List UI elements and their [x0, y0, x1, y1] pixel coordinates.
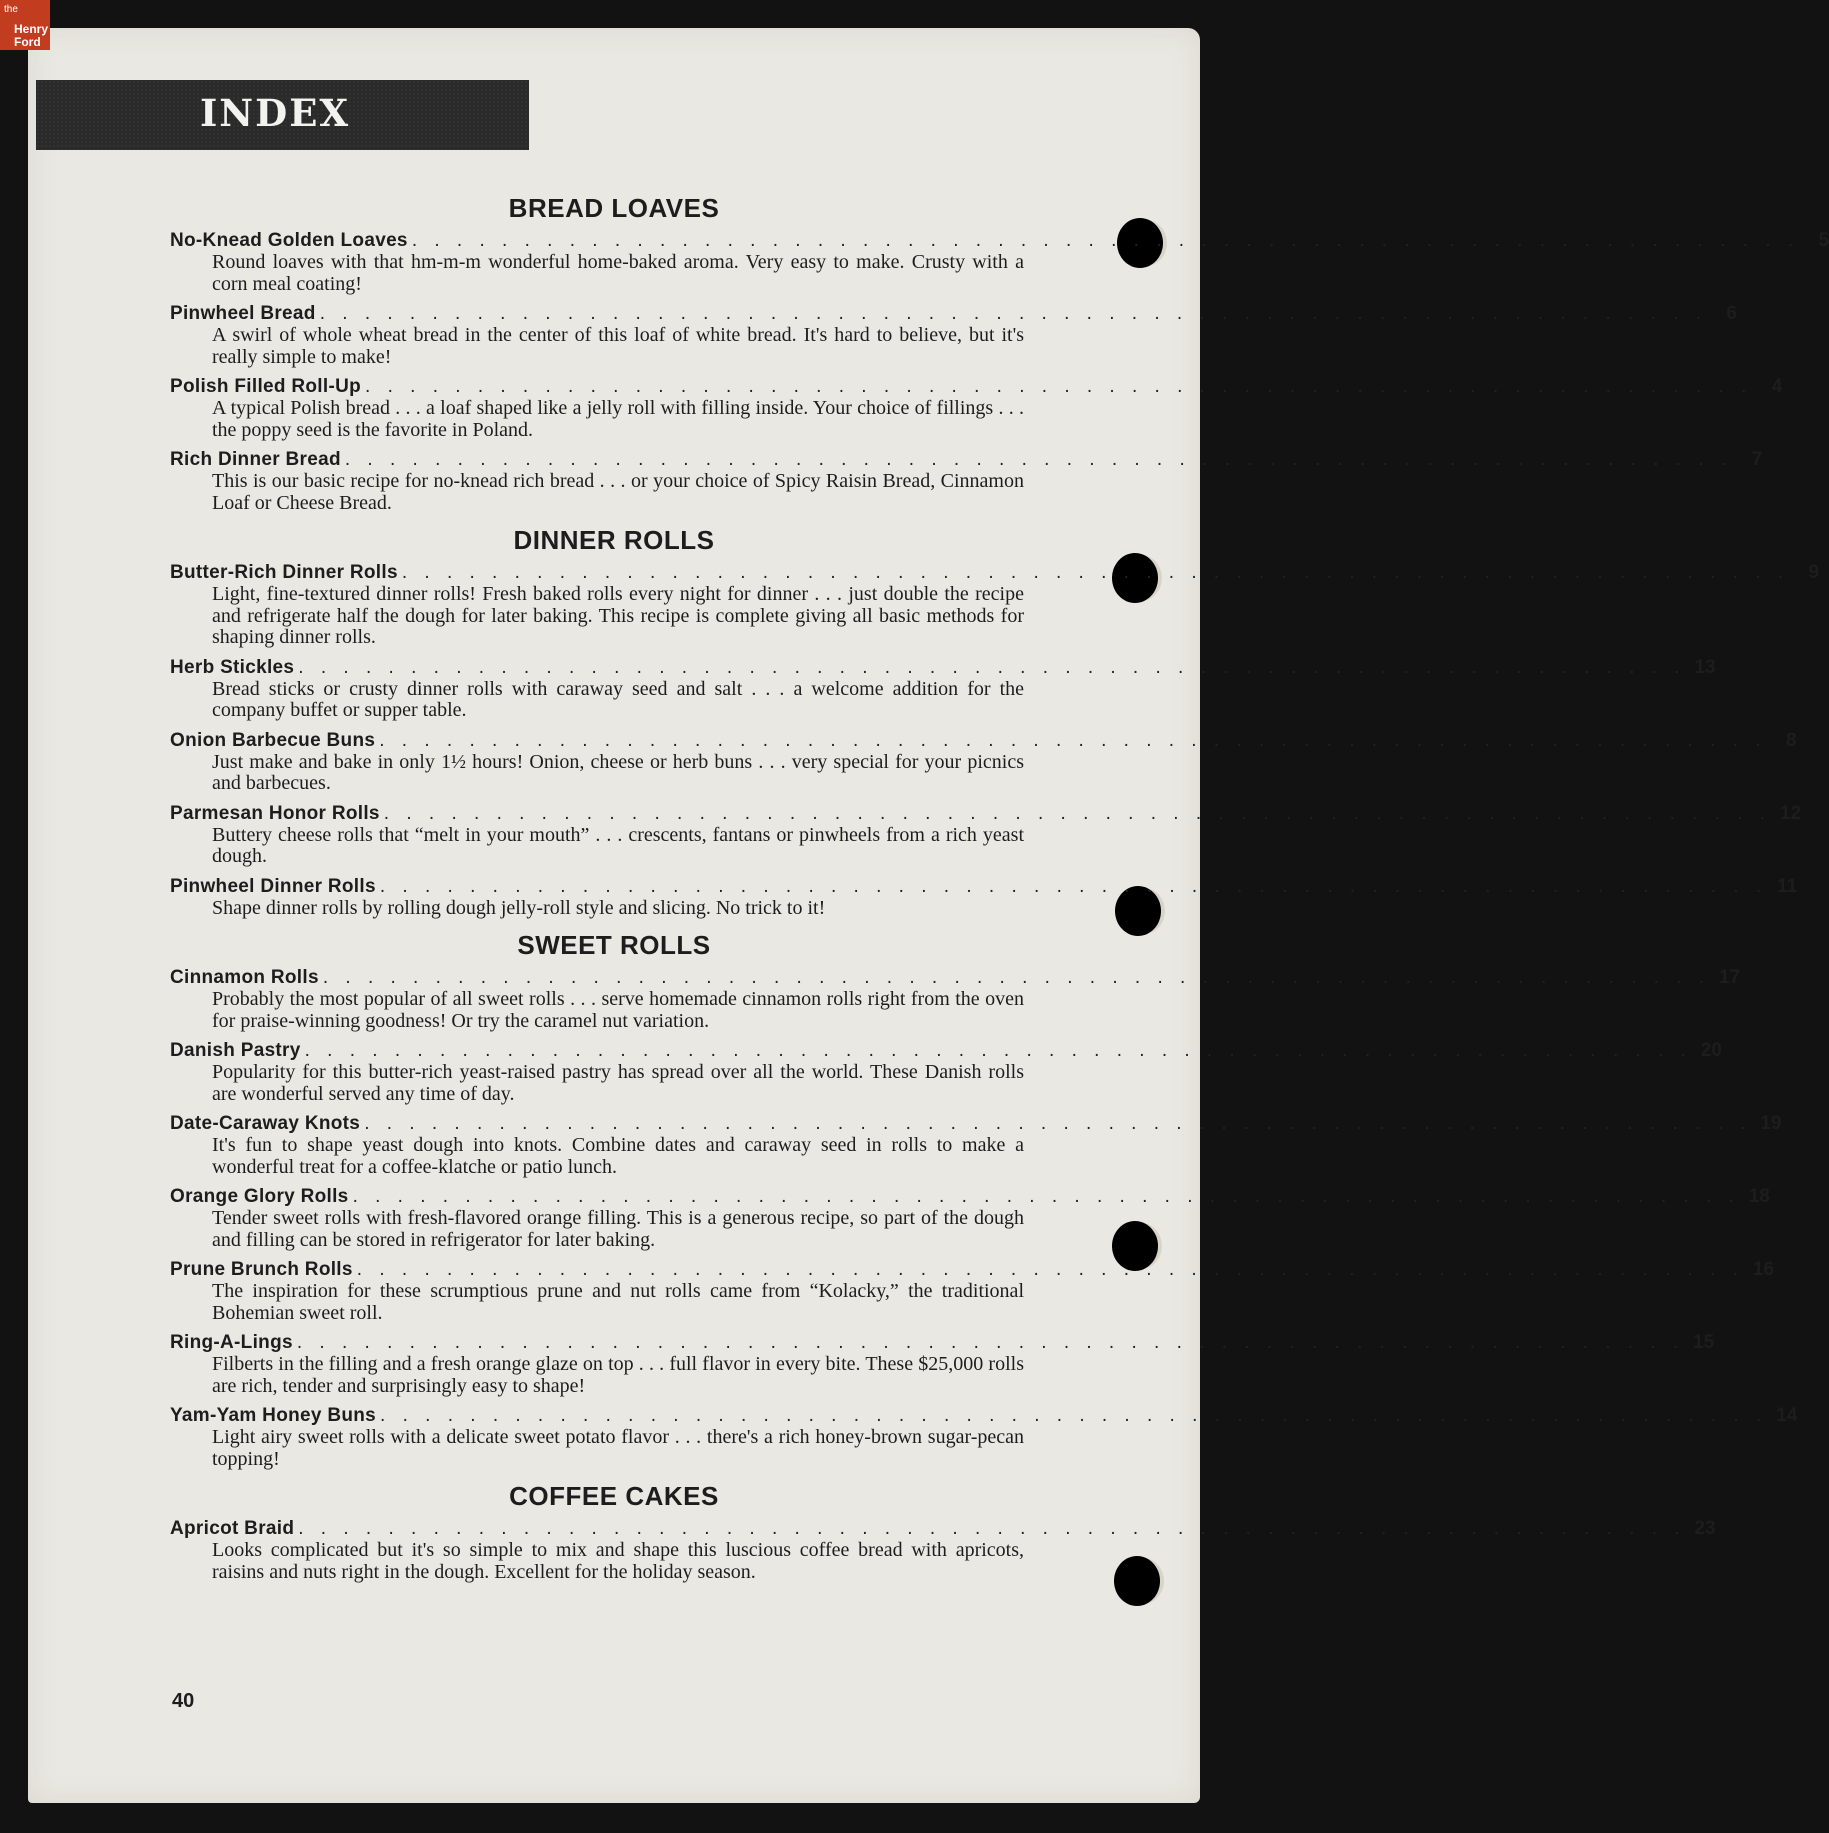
entry-page-number: 12 [1779, 802, 1802, 824]
entry-page-number: 6 [1726, 303, 1737, 324]
index-entry [170, 1259, 1775, 1324]
entry-name[interactable]: Polish Filled Roll-Up [170, 376, 362, 397]
entry-description: Light, fine-textured dinner rolls! Fresh baked rolls every night for dinner . . . just double the recipe and refrigerate half the dough for later baking. This recipe is complete giving all basic methods for shaping dinner rolls. [212, 583, 1024, 648]
logo-line-ford: Ford [14, 35, 41, 49]
entry-page-number: 20 [1700, 1040, 1722, 1061]
entry-description: The inspiration for these scrumptious prune and nut rolls came from “Kolacky,” the traditional Bohemian sweet roll. [212, 1280, 1024, 1324]
entry-name[interactable]: Yam-Yam Honey Buns [170, 1405, 377, 1426]
entry-description: A swirl of whole wheat bread in the center of this loaf of white bread. It's hard to believe, but it's really simple to make! [212, 324, 1024, 368]
index-entry [170, 729, 1797, 795]
index-entry [170, 1405, 1798, 1470]
entry-name[interactable]: Cinnamon Rolls [170, 967, 319, 988]
entry-name[interactable]: Rich Dinner Bread [170, 449, 341, 470]
index-title: INDEX [200, 91, 351, 135]
entry-description: Round loaves with that hm-m-m wonderful home-baked aroma. Very easy to make. Crusty with a corn meal coating! [212, 251, 1024, 295]
dot-leader: . . . . . . . . . . . . . . . . . . . . . . . . . . . . . . . . . . . . . . . . . . . . . . . . . . . . . . . . . . . . . . [401, 562, 1790, 583]
dot-leader: . . . . . . . . . . . . . . . . . . . . . . . . . . . . . . . . . . . . . . . . . . . . . . . . . . . . . . . . . . . . . . [379, 875, 1768, 897]
entry-page-number: 15 [1693, 1332, 1715, 1353]
index-entry [170, 875, 1798, 920]
section-dinner-rolls [170, 524, 1820, 919]
dot-leader: . . . . . . . . . . . . . . . . . . . . . . . . . . . . . . . . . . . . . . . . . . . . . . . . . . . . . . . . . . . . . . [380, 1405, 1768, 1426]
entry-page-number: 9 [1808, 562, 1820, 583]
dot-leader: . . . . . . . . . . . . . . . . . . . . . . . . . . . . . . . . . . . . . . . . . . . . . . . . . . . . . . . . . . . . . . [356, 1259, 1745, 1280]
entry-page-number: 4 [1771, 376, 1783, 397]
dot-leader: . . . . . . . . . . . . . . . . . . . . . . . . . . . . . . . . . . . . . . . . . . . . . . . . . . . . . . . . . . . . . . [344, 449, 1733, 470]
section-title: DINNER ROLLS [513, 525, 715, 555]
entry-description: A typical Polish bread . . . a loaf shaped like a jelly roll with filling inside. Your choice of fillings . . . the poppy seed is the favorite in Poland. [212, 397, 1024, 441]
dot-leader: . . . . . . . . . . . . . . . . . . . . . . . . . . . . . . . . . . . . . . . . . . . . . . . . . . . . . . . . . . . . . . [379, 729, 1767, 751]
section-sweet-rolls [170, 929, 1798, 1470]
entry-page-number: 5 [1818, 230, 1829, 251]
entry-description: Filberts in the filling and a fresh orange glaze on top . . . full flavor in every bite. These $25,000 rolls are rich, tender and surprisingly easy to shape! [212, 1353, 1024, 1397]
entry-page-number: 18 [1748, 1186, 1770, 1207]
index-list [170, 192, 1829, 1593]
entry-description: Tender sweet rolls with fresh-flavored orange filling. This is a generous recipe, so part of the dough and filling can be stored in refrigerator for later baking. [212, 1207, 1024, 1251]
entry-description: Just make and bake in only 1½ hours! Onion, cheese or herb buns . . . very special for your picnics and barbecues. [212, 750, 1024, 794]
dot-leader: . . . . . . . . . . . . . . . . . . . . . . . . . . . . . . . . . . . . . . . . . . . . . . . . . . . . . . . . . . . . . . [304, 1040, 1692, 1061]
entry-name[interactable]: Pinwheel Dinner Rolls [170, 875, 376, 897]
dot-leader: . . . . . . . . . . . . . . . . . . . . . . . . . . . . . . . . . . . . . . . . . . . . . . . . . . . . . . . . . . . . . . [298, 656, 1686, 678]
index-entry [170, 1040, 1722, 1105]
dot-leader: . . . . . . . . . . . . . . . . . . . . . . . . . . . . . . . . . . . . . . . . . . . . . . . . . . . . . . . . . . . . . . [383, 802, 1772, 824]
entry-name[interactable]: Onion Barbecue Buns [170, 729, 376, 751]
section-title: BREAD LOAVES [508, 193, 720, 223]
henry-ford-logo [0, 0, 50, 50]
entry-description: It's fun to shape yeast dough into knots. Combine dates and caraway seed in rolls to make a wonderful treat for a coffee-klatche or patio lunch. [212, 1134, 1024, 1178]
section-title: SWEET ROLLS [517, 930, 711, 960]
entry-name[interactable]: Ring-A-Lings [170, 1332, 293, 1353]
entry-name[interactable]: Herb Stickles [170, 656, 295, 678]
dot-leader: . . . . . . . . . . . . . . . . . . . . . . . . . . . . . . . . . . . . . . . . . . . . . . . . . . . . . . . . . . . . . . [296, 1332, 1685, 1353]
dot-leader: . . . . . . . . . . . . . . . . . . . . . . . . . . . . . . . . . . . . . . . . . . . . . . . . . . . . . . . . . . . . . . [352, 1186, 1740, 1207]
entry-page-number: 8 [1785, 729, 1797, 751]
dot-leader: . . . . . . . . . . . . . . . . . . . . . . . . . . . . . . . . . . . . . . . . . . . . . . . . . . . . . . . . . . . . . . [298, 1518, 1686, 1539]
index-entry [170, 656, 1716, 722]
entry-page-number: 7 [1751, 449, 1763, 470]
dot-leader: . . . . . . . . . . . . . . . . . . . . . . . . . . . . . . . . . . . . . . . . . . . . . . . . . . . . . . . . . . . . . . [322, 967, 1711, 988]
entry-page-number: 13 [1694, 656, 1716, 678]
binder-hole [1114, 1556, 1160, 1606]
index-entry [170, 1518, 1716, 1583]
entry-description: This is our basic recipe for no-knead rich bread . . . or your choice of Spicy Raisin Bread, Cinnamon Loaf or Cheese Bread. [212, 470, 1024, 514]
section-coffee-cakes [170, 1480, 1716, 1583]
entry-name[interactable]: Pinwheel Bread [170, 303, 316, 324]
entry-name[interactable]: Prune Brunch Rolls [170, 1259, 353, 1280]
logo-line-henry: Henry [14, 22, 49, 36]
section-title: COFFEE CAKES [509, 1481, 719, 1511]
entry-description: Looks complicated but it's so simple to mix and shape this luscious coffee bread with apricots, raisins and nuts right in the dough. Excellent for the holiday season. [212, 1539, 1024, 1583]
index-entry [170, 967, 1741, 1032]
entry-description: Buttery cheese rolls that “melt in your mouth” . . . crescents, fantans or pinwheels from a rich yeast dough. [212, 823, 1024, 867]
entry-page-number: 11 [1777, 875, 1798, 897]
entry-name[interactable]: Danish Pastry [170, 1040, 301, 1061]
index-entry [170, 802, 1802, 868]
entry-name[interactable]: Butter-Rich Dinner Rolls [170, 562, 398, 583]
section-bread-loaves [170, 192, 1829, 514]
entry-description: Light airy sweet rolls with a delicate sweet potato flavor . . . there's a rich honey-brown sugar-pecan topping! [212, 1426, 1024, 1470]
entry-page-number: 23 [1694, 1518, 1716, 1539]
page-number: 40 [172, 1690, 195, 1712]
dot-leader: . . . . . . . . . . . . . . . . . . . . . . . . . . . . . . . . . . . . . . . . . . . . . . . . . . . . . . . . . . . . . . [364, 1113, 1752, 1134]
index-entry [170, 1186, 1770, 1251]
index-entry [170, 449, 1763, 514]
entry-page-number: 16 [1752, 1259, 1775, 1280]
logo-line-the: the [4, 4, 18, 15]
entry-name[interactable]: Parmesan Honor Rolls [170, 802, 380, 824]
dot-leader: . . . . . . . . . . . . . . . . . . . . . . . . . . . . . . . . . . . . . . . . . . . . . . . . . . . . . . . . . . . . . . [365, 376, 1753, 397]
entry-name[interactable]: Apricot Braid [170, 1518, 295, 1539]
entry-name[interactable]: No-Knead Golden Loaves [170, 230, 408, 251]
index-entry [170, 303, 1737, 368]
entry-page-number: 14 [1776, 1405, 1798, 1426]
entry-name[interactable]: Date-Caraway Knots [170, 1113, 361, 1134]
index-entry [170, 1113, 1782, 1178]
dot-leader: . . . . . . . . . . . . . . . . . . . . . . . . . . . . . . . . . . . . . . . . . . . . . . . . . . . . . . . . . . . . . . [411, 230, 1800, 251]
index-entry [170, 230, 1829, 295]
entry-description: Bread sticks or crusty dinner rolls with caraway seed and salt . . . a welcome addition for the company buffet or supper table. [212, 677, 1024, 721]
entry-description: Popularity for this butter-rich yeast-raised pastry has spread over all the world. These Danish rolls are wonderful served any time of day. [212, 1061, 1024, 1105]
entry-page-number: 19 [1760, 1113, 1782, 1134]
dot-leader: . . . . . . . . . . . . . . . . . . . . . . . . . . . . . . . . . . . . . . . . . . . . . . . . . . . . . . . . . . . . . . [319, 303, 1707, 324]
index-entry [170, 376, 1783, 441]
entry-description: Shape dinner rolls by rolling dough jelly-roll style and slicing. No trick to it! [212, 896, 826, 919]
entry-description: Probably the most popular of all sweet rolls . . . serve homemade cinnamon rolls right from the oven for praise-winning goodness! Or try the caramel nut variation. [212, 988, 1024, 1032]
index-entry [170, 1332, 1715, 1397]
index-entry [170, 562, 1820, 649]
entry-name[interactable]: Orange Glory Rolls [170, 1186, 349, 1207]
entry-page-number: 17 [1718, 967, 1741, 988]
